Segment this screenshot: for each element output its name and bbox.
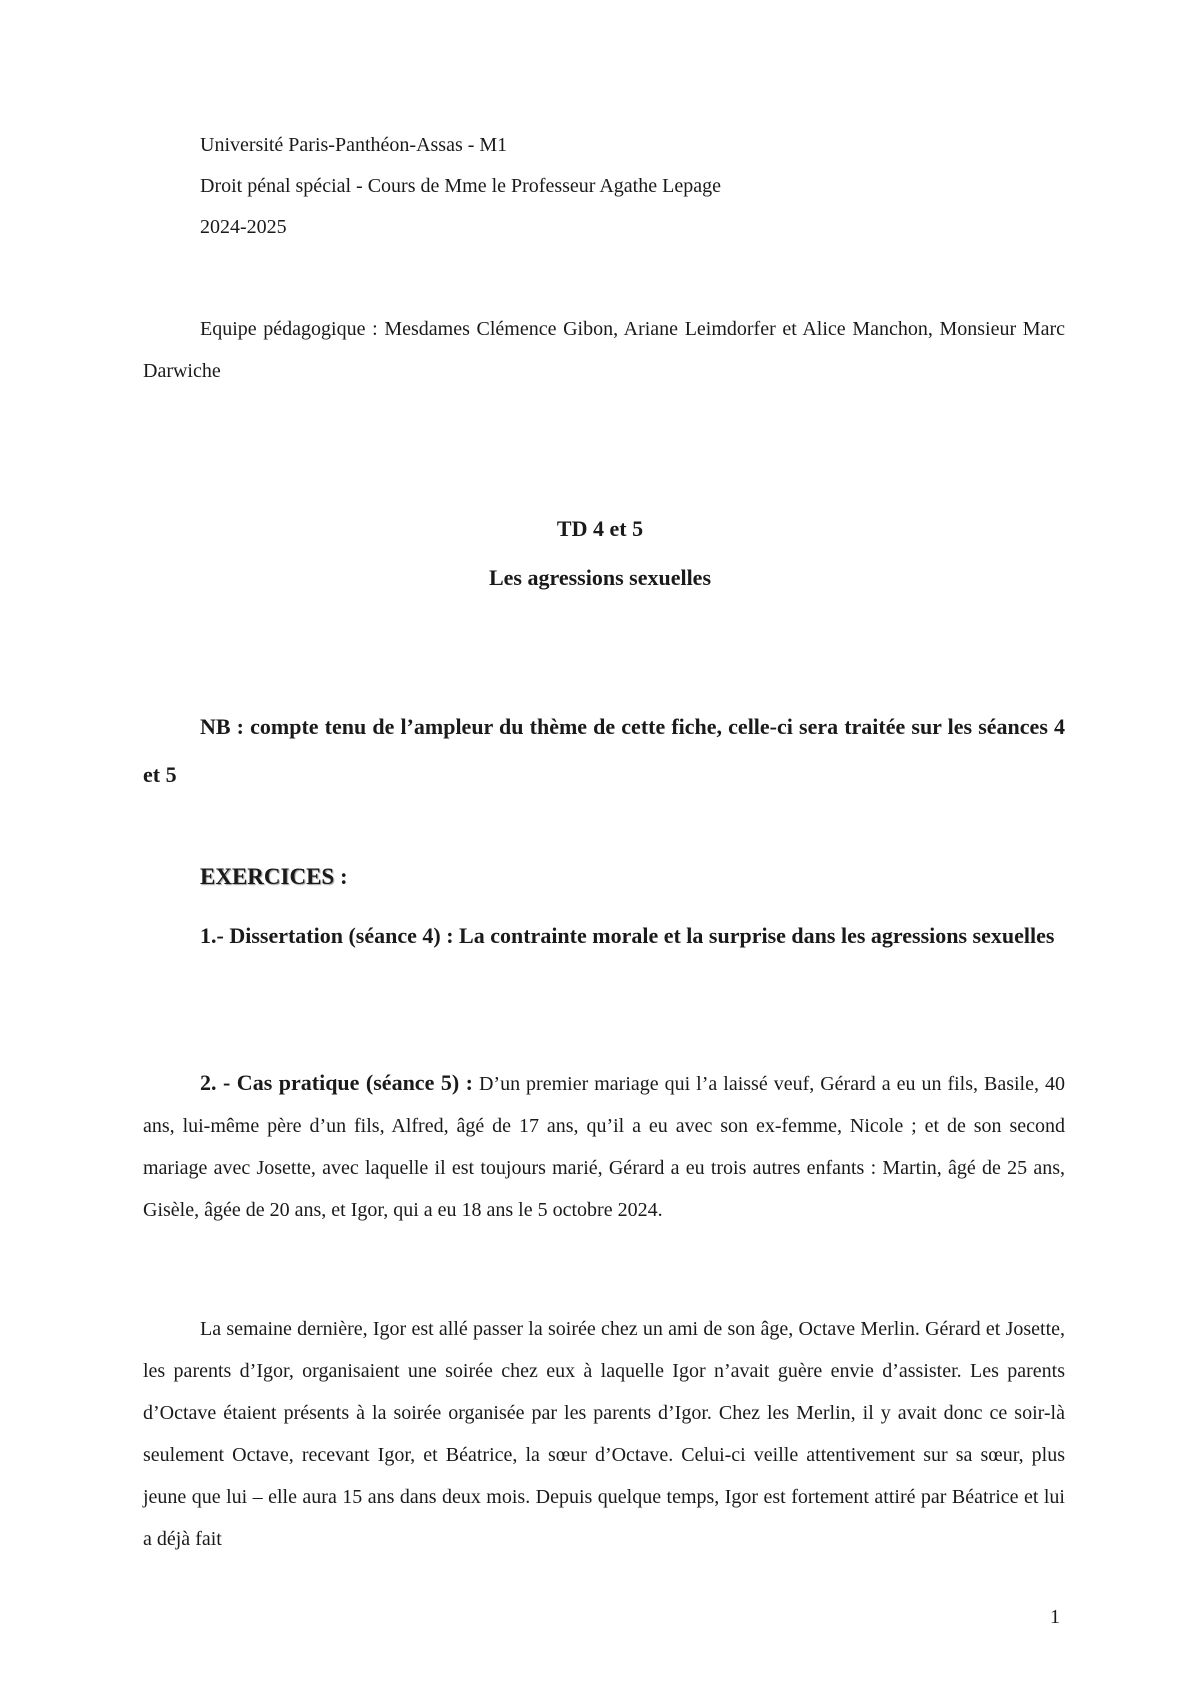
year-line: 2024-2025 xyxy=(200,216,287,238)
case-facts-paragraph: La semaine dernière, Igor est allé passer la soirée chez un ami de son âge, Octave Merlin. Gérard et Josette, les parents d’Igor, organisaient une soirée chez eux à laquelle Igor n’avait guère envie d’assister. Les parents d’Octave étaient présents à la soirée organisée par les parents d’Igor. Chez les Merlin, il y avait donc ce soir-là seulement Octave, recevant Igor, et Béatrice, la sœur d’Octave. Celui-ci veille attentivement sur sa sœur, plus jeune que lui – elle aura 15 ans dans deux mois. Depuis quelque temps, Igor est fortement attiré par Béatrice et lui a déjà fait xyxy=(143,1318,1065,1550)
nb-note: NB : compte tenu de l’ampleur du thème de cette fiche, celle-ci sera traitée sur les séances 4 et 5 xyxy=(143,714,1065,787)
course-line: Droit pénal spécial - Cours de Mme le Professeur Agathe Lepage xyxy=(200,175,721,197)
exercises-heading-colon: : xyxy=(334,864,348,889)
case-study-text: D’un premier mariage qui l’a laissé veuf, Gérard a eu un fils, Basile, 40 ans, lui-même père d’un fils, Alfred, âgé de 17 ans, qu’il a eu avec son ex-femme, Nicole ; et de son second mariage avec Josette, avec laquelle il est toujours marié, Gérard a eu trois autres enfants : Martin, âgé de 25 ans, Gisèle, âgée de 20 ans, et Igor, qui a eu 18 ans le 5 octobre 2024. xyxy=(143,1073,1065,1221)
exercises-heading-text: EXERCICES xyxy=(200,864,335,889)
exercise-case-study xyxy=(143,1062,1065,1231)
exercises-heading xyxy=(200,862,348,892)
td-subtitle: Les agressions sexuelles xyxy=(488,565,712,590)
page-number: 1 xyxy=(1050,1606,1060,1628)
university-line: Université Paris-Panthéon-Assas - M1 xyxy=(200,134,508,156)
td-title: TD 4 et 5 xyxy=(556,516,644,541)
teaching-team: Equipe pédagogique : Mesdames Clémence Gibon, Ariane Leimdorfer et Alice Manchon, Monsieur Marc Darwiche xyxy=(143,318,1065,382)
exercise-dissertation: 1.- Dissertation (séance 4) : La contrainte morale et la surprise dans les agressions sexuelles xyxy=(200,923,1055,948)
case-study-label: 2. - Cas pratique (séance 5) : xyxy=(200,1070,473,1095)
